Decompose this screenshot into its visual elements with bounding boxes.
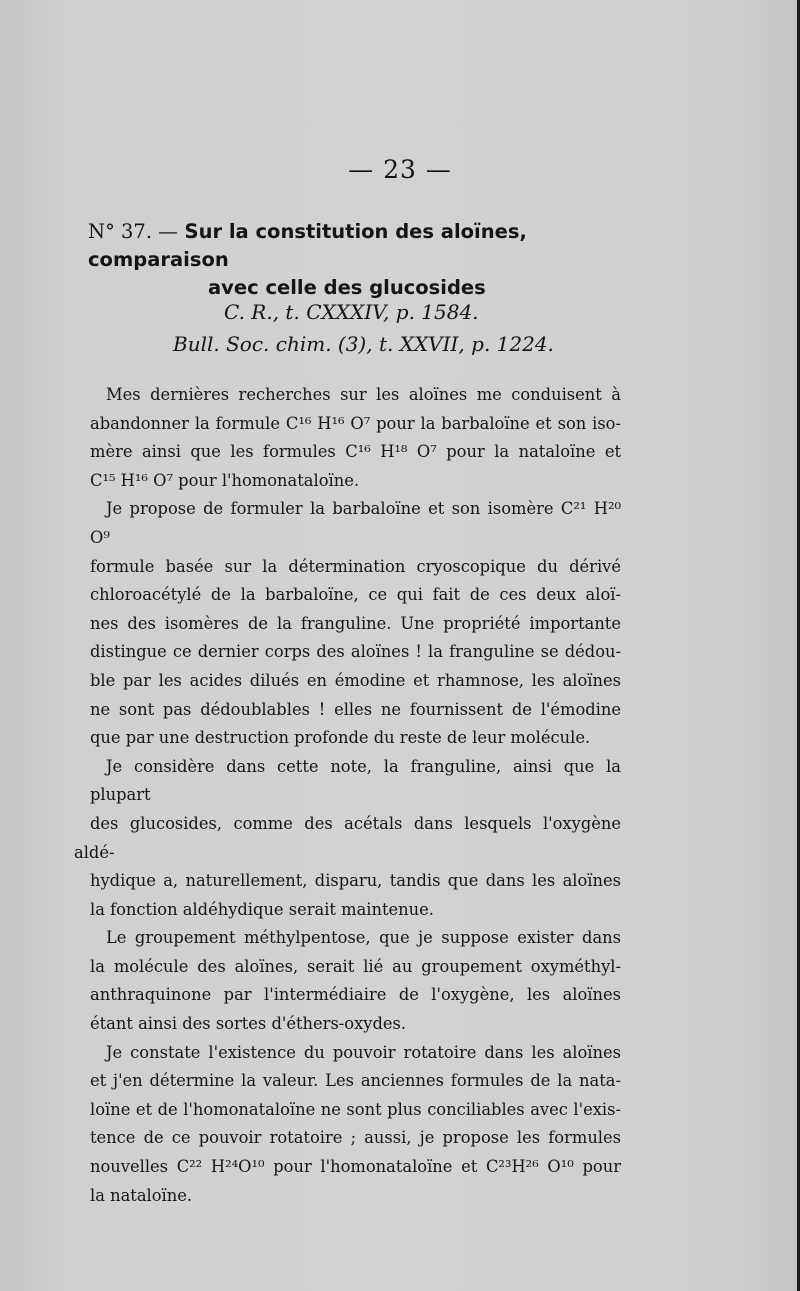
article-number: N° 37. — <box>88 220 178 243</box>
paragraph-4 <box>74 924 621 1038</box>
reference-comptes-rendus: C. R., t. CXXXIV, p. 1584. <box>224 300 479 324</box>
text-line: nes des isomères de la franguline. Une propriété importante <box>90 613 621 633</box>
text-line: étant ainsi des sortes d'éthers-oxydes. <box>90 1014 407 1034</box>
text-line: anthraquinone par l'intermédiaire de l'oxygène, les aloïnes <box>90 985 621 1005</box>
text-line: nouvelles C²² H²⁴O¹⁰ pour l'homonataloïne et C²³H²⁶ O¹⁰ pour <box>90 1157 621 1177</box>
article-title-line-2: avec celle des glucosides <box>208 276 486 299</box>
text-line: chloroacétylé de la barbaloïne, ce qui fait de ces deux aloï- <box>90 585 621 605</box>
text-line: mère ainsi que les formules C¹⁶ H¹⁸ O⁷ pour la nataloïne et <box>90 442 621 462</box>
text-line: Je propose de formuler la barbaloïne et son isomère C²¹ H²⁰ O⁹ <box>90 499 621 547</box>
text-line: et j'en détermine la valeur. Les anciennes formules de la nata- <box>90 1071 621 1091</box>
paragraph-3 <box>74 753 621 925</box>
text-line: Mes dernières recherches sur les aloïnes me conduisent à <box>106 385 621 404</box>
text-line: Le groupement méthylpentose, que je suppose exister dans <box>106 928 621 948</box>
text-line: tence de ce pouvoir rotatoire ; aussi, je propose les formules <box>90 1128 621 1148</box>
text-line: des glucosides, comme des acétals dans lesquels l'oxygène aldé- <box>74 813 621 862</box>
text-line: formule basée sur la détermination cryoscopique du dérivé <box>90 556 621 576</box>
text-line: ne sont pas dédoublables ! elles ne fournissent de l'émodine <box>90 699 621 719</box>
text-line: loïne et de l'homonataloïne ne sont plus conciliables avec l'exis- <box>90 1099 621 1119</box>
text-line: hydique a, naturellement, disparu, tandis que dans les aloïnes <box>90 871 621 891</box>
article-title-line-1: Sur la constitution des aloïnes, comparaison <box>88 220 527 271</box>
article-heading <box>88 218 648 302</box>
paragraph-5 <box>74 1039 621 1211</box>
paragraph-2 <box>74 495 621 752</box>
paragraph-1 <box>74 381 621 495</box>
page-number: — 23 — <box>348 155 452 184</box>
article-body <box>74 381 621 1210</box>
text-line: distingue ce dernier corps des aloïnes ! la franguline se dédou- <box>90 642 621 662</box>
text-line: la molécule des aloïnes, serait lié au groupement oxyméthyl- <box>90 956 621 976</box>
text-line: abandonner la formule C¹⁶ H¹⁶ O⁷ pour la barbaloïne et son iso- <box>90 413 621 433</box>
bibliographic-references <box>0 296 800 360</box>
text-line: que par une destruction profonde du reste de leur molécule. <box>90 728 591 748</box>
text-line: Je considère dans cette note, la franguline, ainsi que la plupart <box>90 756 621 805</box>
text-line: ble par les acides dilués en émodine et rhamnose, les aloïnes <box>90 670 621 690</box>
reference-bulletin: Bull. Soc. chim. (3), t. XXVII, p. 1224. <box>173 332 554 356</box>
text-line: la fonction aldéhydique serait maintenue. <box>90 899 434 919</box>
text-line: Je constate l'existence du pouvoir rotatoire dans les aloïnes <box>106 1042 621 1062</box>
text-line: la nataloïne. <box>90 1185 193 1205</box>
text-line: C¹⁵ H¹⁶ O⁷ pour l'homonataloïne. <box>90 470 359 490</box>
